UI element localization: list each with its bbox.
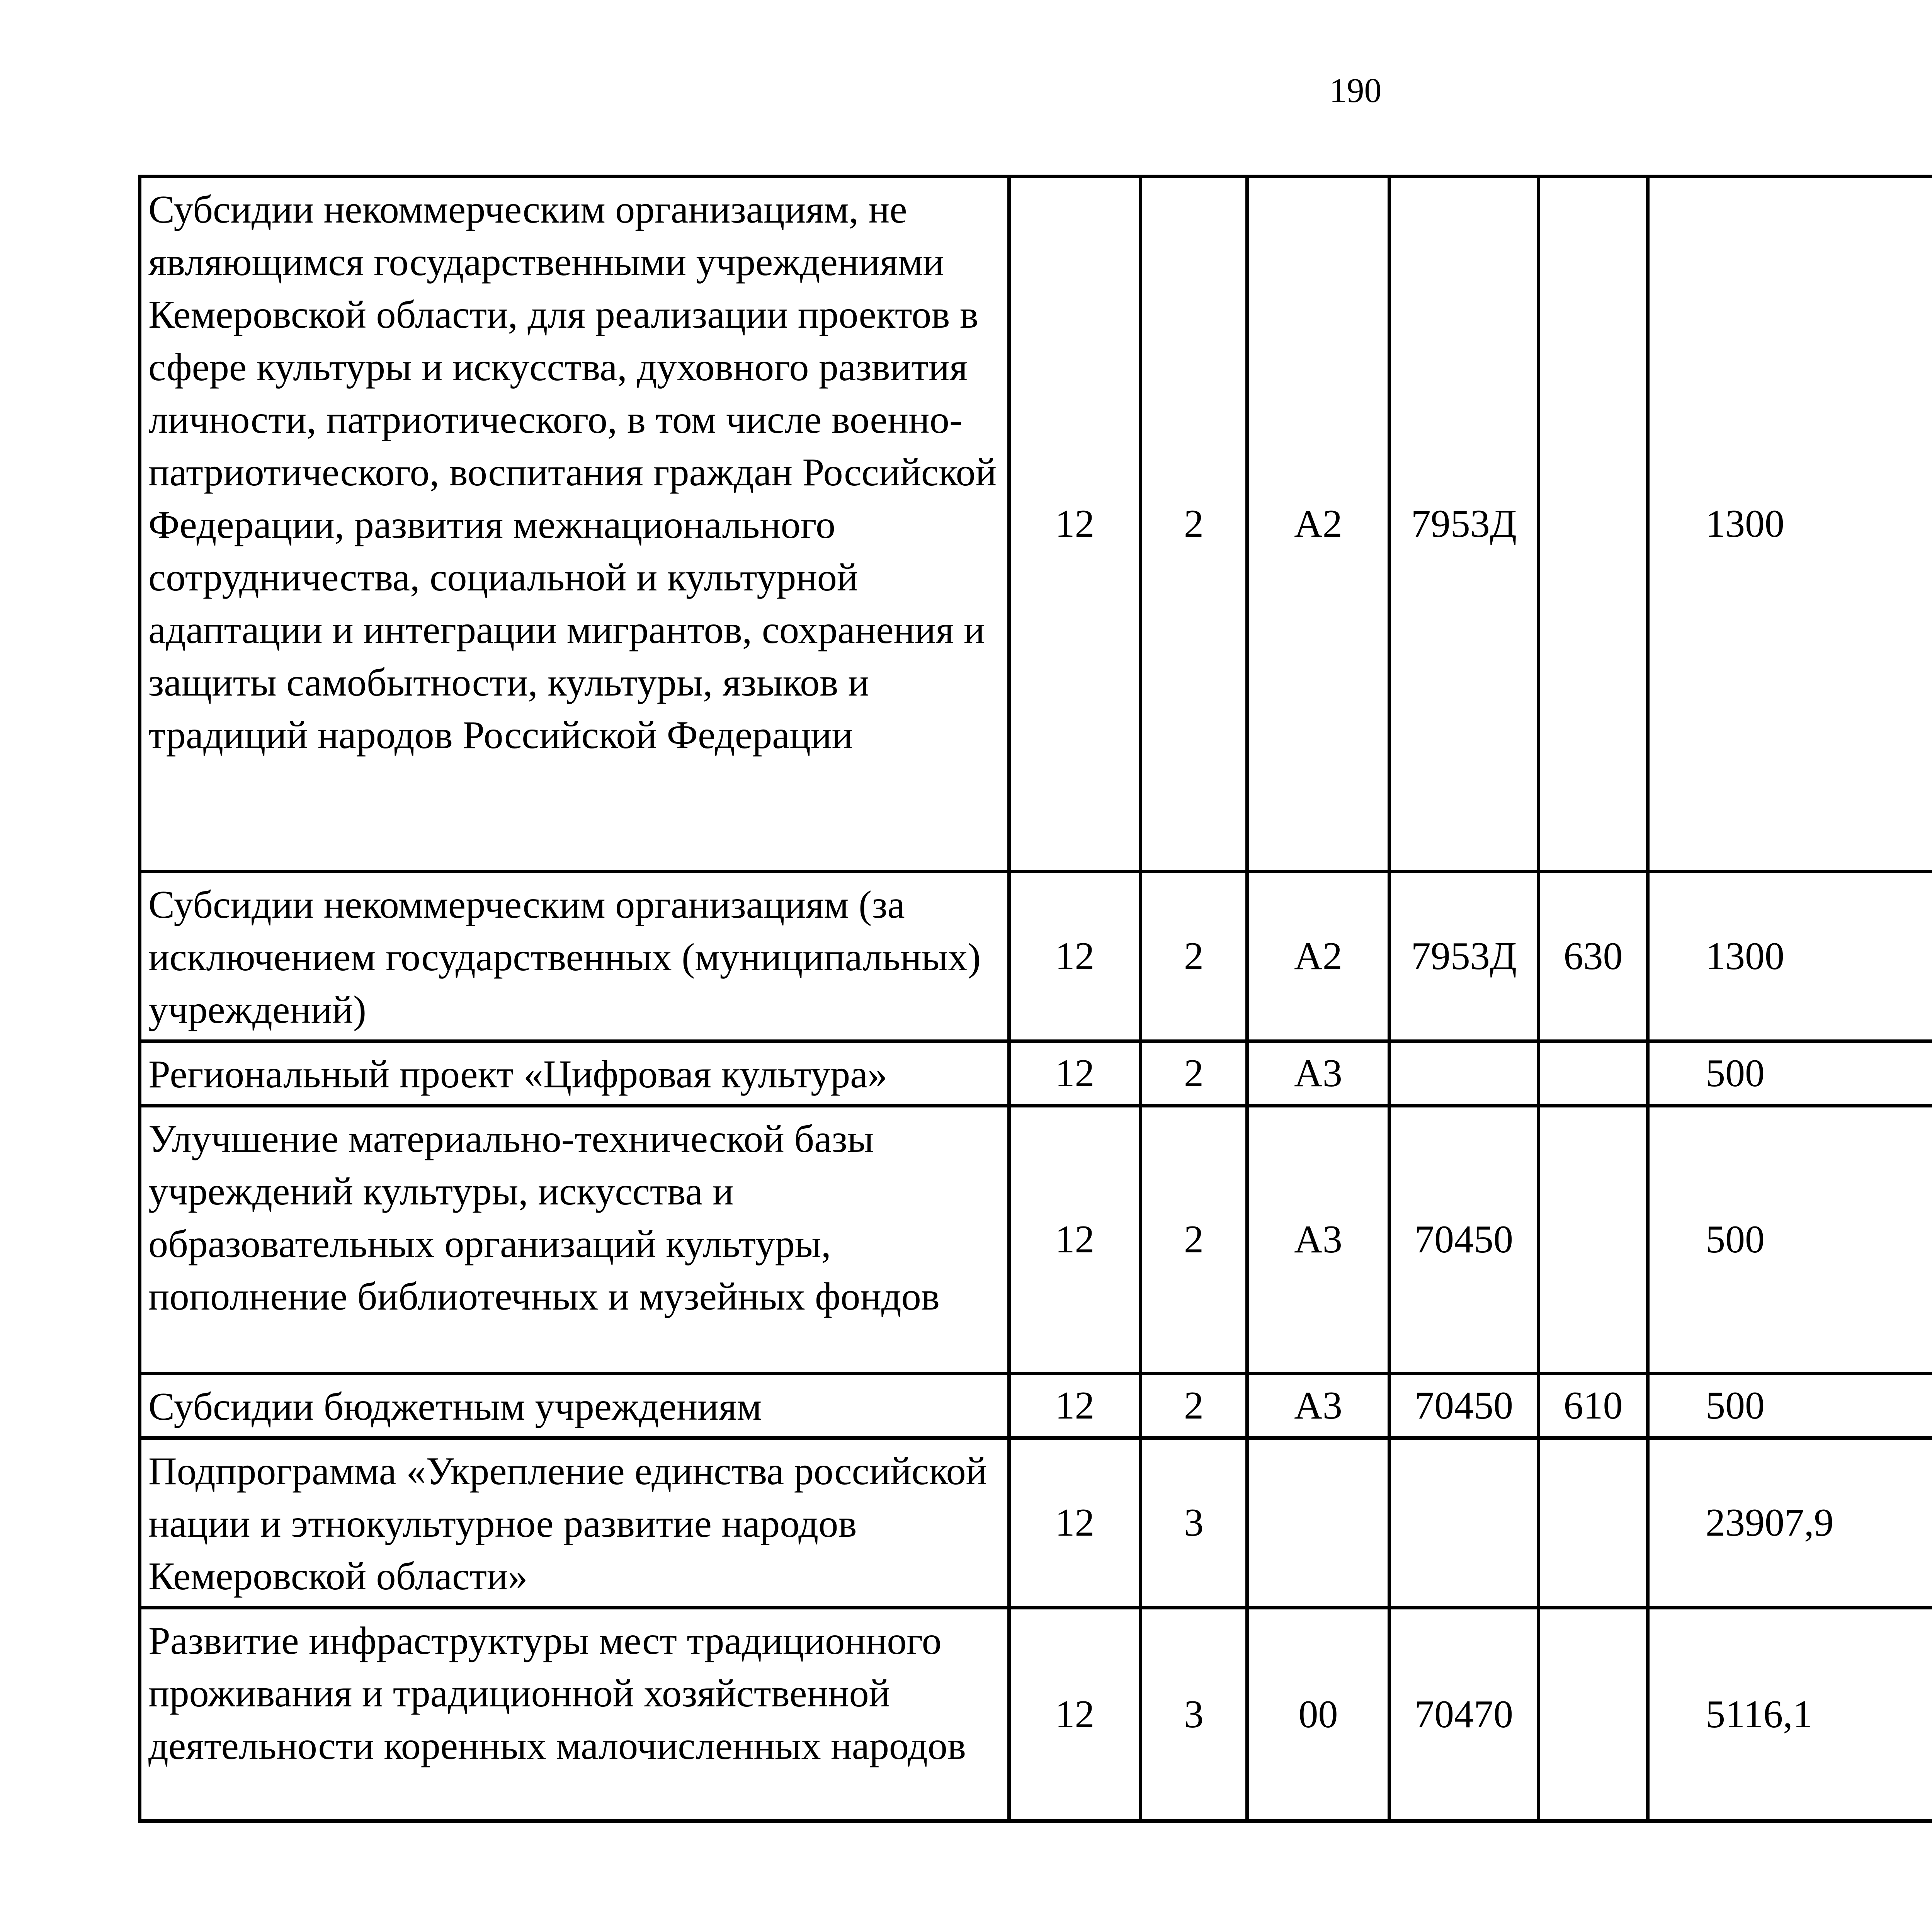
amount-year-1: 1300 bbox=[1648, 177, 1932, 872]
expense-type-code bbox=[1539, 1106, 1648, 1374]
direction-code bbox=[1389, 1041, 1539, 1106]
subsection-code: 2 bbox=[1141, 1041, 1247, 1106]
expense-type-code: 610 bbox=[1539, 1374, 1648, 1438]
page-number: 190 bbox=[1329, 71, 1382, 110]
table-row bbox=[140, 872, 1932, 1041]
section-code: 12 bbox=[1009, 1608, 1141, 1821]
section-code: 12 bbox=[1009, 872, 1141, 1041]
direction-code bbox=[1389, 1438, 1539, 1608]
amount-year-1: 500 bbox=[1648, 1106, 1932, 1374]
table-row bbox=[140, 177, 1932, 872]
table-row bbox=[140, 1106, 1932, 1374]
row-name: Развитие инфраструктуры мест традиционного проживания и традиционной хозяйственной деятельности коренных малочисленных народов bbox=[140, 1608, 1009, 1821]
direction-code: 7953Д bbox=[1389, 872, 1539, 1041]
subsection-code: 3 bbox=[1141, 1438, 1247, 1608]
program-code: А2 bbox=[1247, 872, 1389, 1041]
row-name: Улучшение материально-технической базы учреждений культуры, искусства и образовательных организаций культуры, пополнение библиотечных и музейных фондов bbox=[140, 1106, 1009, 1374]
subsection-code: 2 bbox=[1141, 872, 1247, 1041]
amount-year-1: 23907,9 bbox=[1648, 1438, 1932, 1608]
expense-type-code bbox=[1539, 1608, 1648, 1821]
program-code: А3 bbox=[1247, 1374, 1389, 1438]
program-code: А3 bbox=[1247, 1106, 1389, 1374]
amount-year-1: 5116,1 bbox=[1648, 1608, 1932, 1821]
program-code bbox=[1247, 1438, 1389, 1608]
row-name: Подпрограмма «Укрепление единства российской нации и этнокультурное развитие народов Кемеровской области» bbox=[140, 1438, 1009, 1608]
direction-code: 70450 bbox=[1389, 1106, 1539, 1374]
budget-table bbox=[138, 175, 1932, 1823]
subsection-code: 3 bbox=[1141, 1608, 1247, 1821]
subsection-code: 2 bbox=[1141, 1374, 1247, 1438]
section-code: 12 bbox=[1009, 1106, 1141, 1374]
subsection-code: 2 bbox=[1141, 177, 1247, 872]
direction-code: 70450 bbox=[1389, 1374, 1539, 1438]
table-row bbox=[140, 1438, 1932, 1608]
row-name: Субсидии бюджетным учреждениям bbox=[140, 1374, 1009, 1438]
expense-type-code bbox=[1539, 1041, 1648, 1106]
section-code: 12 bbox=[1009, 1438, 1141, 1608]
amount-year-1: 500 bbox=[1648, 1041, 1932, 1106]
amount-year-1: 500 bbox=[1648, 1374, 1932, 1438]
table-row bbox=[140, 1041, 1932, 1106]
direction-code: 7953Д bbox=[1389, 177, 1539, 872]
row-name: Субсидии некоммерческим организациям (за исключением государственных (муниципальных) учреждений) bbox=[140, 872, 1009, 1041]
program-code: А3 bbox=[1247, 1041, 1389, 1106]
subsection-code: 2 bbox=[1141, 1106, 1247, 1374]
section-code: 12 bbox=[1009, 177, 1141, 872]
amount-year-1: 1300 bbox=[1648, 872, 1932, 1041]
direction-code: 70470 bbox=[1389, 1608, 1539, 1821]
program-code: 00 bbox=[1247, 1608, 1389, 1821]
table-row bbox=[140, 1374, 1932, 1438]
section-code: 12 bbox=[1009, 1041, 1141, 1106]
table-row bbox=[140, 1608, 1932, 1821]
expense-type-code bbox=[1539, 1438, 1648, 1608]
row-name: Региональный проект «Цифровая культура» bbox=[140, 1041, 1009, 1106]
expense-type-code: 630 bbox=[1539, 872, 1648, 1041]
row-name: Субсидии некоммерческим организациям, не являющимся государственными учреждениями Кемеровской области, для реализации проектов в сфере культуры и искусства, духовного развития личности, патриотического, в том числе военно-патриотического, воспитания граждан Российской Федерации, развития межнационального сотрудничества, социальной и культурной адаптации и интеграции мигрантов, сохранения и защиты самобытности, культуры, языков и традиций народов Российской Федерации bbox=[140, 177, 1009, 872]
section-code: 12 bbox=[1009, 1374, 1141, 1438]
program-code: А2 bbox=[1247, 177, 1389, 872]
expense-type-code bbox=[1539, 177, 1648, 872]
